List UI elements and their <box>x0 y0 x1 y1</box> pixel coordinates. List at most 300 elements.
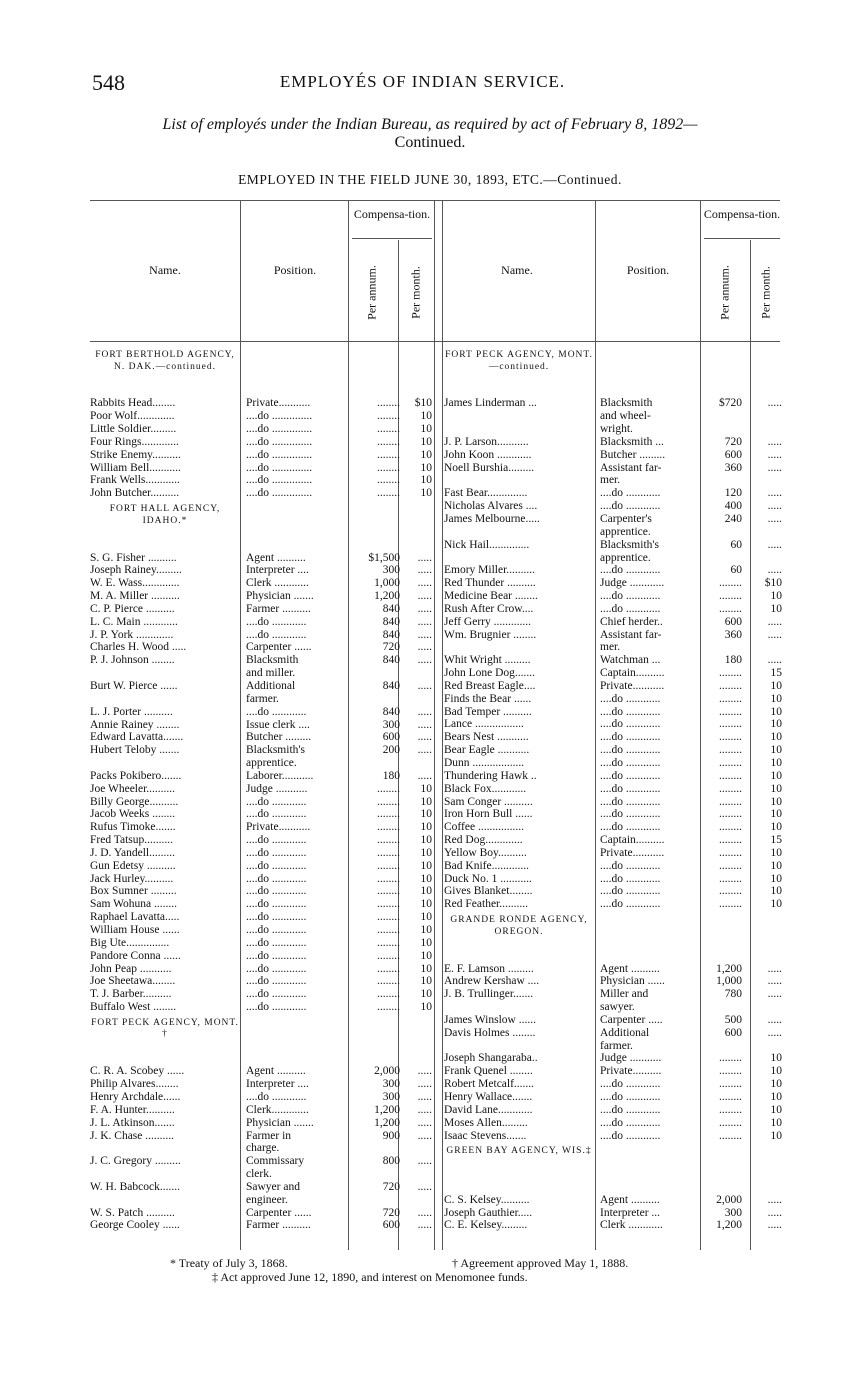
page-number: 548 <box>92 70 125 95</box>
employee-position: ....do ............ <box>600 718 661 731</box>
per-annum-value: 840 <box>382 628 400 641</box>
per-month-value: 10 <box>770 769 782 782</box>
header-per-annum-right: Per annum. <box>717 265 732 320</box>
employee-position: ....do .............. <box>246 448 313 461</box>
table-row <box>90 860 435 873</box>
employee-name: Poor Wolf............. <box>90 410 175 423</box>
per-month-value: 10 <box>420 885 432 898</box>
employee-position: ....do ............ <box>246 872 307 885</box>
employee-position: Commissary <box>246 1155 305 1168</box>
employee-position: Blacksmith <box>246 654 299 667</box>
per-month-value: ..... <box>767 512 782 525</box>
employee-position: Interpreter .... <box>246 564 309 577</box>
employee-position: Farmer .......... <box>246 1219 311 1232</box>
table-row <box>90 1142 435 1155</box>
per-month-value: 10 <box>770 1065 782 1078</box>
section-head: EMPLOYED IN THE FIELD JUNE 30, 1893, ETC.—Continued. <box>238 172 622 187</box>
per-annum-value: ........ <box>719 821 742 834</box>
per-month-value: ..... <box>767 1206 782 1219</box>
employee-position: ....do ............ <box>246 1001 307 1014</box>
employee-name: Gives Blanket........ <box>444 885 533 898</box>
table-row <box>90 1001 435 1014</box>
employee-name: Finds the Bear ...... <box>444 692 532 705</box>
per-annum-value: ........ <box>377 988 400 1001</box>
per-month-value: ..... <box>767 500 782 513</box>
right-column <box>444 346 784 1232</box>
employee-name: Rabbits Head........ <box>90 397 176 410</box>
table-row <box>444 706 784 719</box>
employee-name: Robert Metcalf....... <box>444 1078 535 1091</box>
employee-name: Red Thunder .......... <box>444 577 536 590</box>
employee-name: Joseph Shangaraba.. <box>444 1052 538 1065</box>
per-annum-value: ........ <box>719 1129 742 1142</box>
employee-name: E. F. Lamson ......... <box>444 962 534 975</box>
employee-position: ....do ............ <box>246 705 307 718</box>
per-month-value: ..... <box>417 731 432 744</box>
table-row <box>444 552 784 565</box>
employee-position: farmer. <box>246 692 279 705</box>
per-month-value: 10 <box>770 1116 782 1129</box>
employee-name: Joe Wheeler.......... <box>90 782 176 795</box>
employee-position: Agent .......... <box>600 962 660 975</box>
per-month-value: 10 <box>420 962 432 975</box>
per-annum-value: ........ <box>377 898 400 911</box>
per-month-value: ..... <box>417 1103 432 1116</box>
table-row <box>444 731 784 744</box>
table-row <box>444 462 784 475</box>
per-month-value: 10 <box>770 705 782 718</box>
per-month-value: ..... <box>417 1180 432 1193</box>
employee-name: John Lone Dog....... <box>444 667 536 680</box>
table-row <box>444 1001 784 1014</box>
employee-position: Blacksmith's <box>600 538 659 551</box>
per-month-value: 10 <box>420 487 432 500</box>
table-row <box>90 693 435 706</box>
per-month-value: 10 <box>770 1103 782 1116</box>
table-row <box>90 975 435 988</box>
per-annum-value: ........ <box>719 602 742 615</box>
employee-name: Box Sumner ......... <box>90 885 177 898</box>
employee-name: Bears Nest ........... <box>444 731 529 744</box>
employee-name: Yellow Boy.......... <box>444 846 527 859</box>
per-annum-value: ........ <box>719 718 742 731</box>
per-annum-value: ........ <box>377 885 400 898</box>
per-month-value: ..... <box>767 538 782 551</box>
employee-position: Blacksmith's <box>246 744 305 757</box>
employee-name: Strike Enemy.......... <box>90 448 181 461</box>
employee-position: apprentice. <box>600 551 651 564</box>
per-month-value: ..... <box>417 679 432 692</box>
per-month-value: ..... <box>767 975 782 988</box>
per-month-value: 10 <box>770 757 782 770</box>
employee-name: W. E. Wass............. <box>90 577 180 590</box>
employee-name: Joseph Rainey......... <box>90 564 182 577</box>
per-annum-value: ........ <box>719 769 742 782</box>
table-row <box>90 462 435 475</box>
per-month-value: ..... <box>767 461 782 474</box>
per-month-value: ..... <box>417 1129 432 1142</box>
per-annum-value: ........ <box>719 834 742 847</box>
table-row <box>444 513 784 526</box>
per-annum-value: ........ <box>377 924 400 936</box>
employee-name: T. J. Barber.......... <box>90 988 172 1001</box>
employee-name: Dunn .................. <box>444 757 525 770</box>
employee-position: Additional <box>246 679 296 692</box>
table-row <box>90 616 435 629</box>
employee-position: Private........... <box>246 397 311 410</box>
per-month-value: 10 <box>770 1129 782 1142</box>
employee-position: ....do .............. <box>246 461 313 474</box>
employee-name: Billy George.......... <box>90 795 179 808</box>
employee-position: ....do ............ <box>600 872 661 885</box>
employee-name: Frank Quenel ........ <box>444 1065 533 1078</box>
employee-position: sawyer. <box>600 1001 635 1014</box>
per-month-value: ..... <box>417 564 432 577</box>
per-annum-value: ........ <box>377 859 400 872</box>
employee-name: J. K. Chase .......... <box>90 1129 175 1142</box>
employee-position: ....do ............ <box>600 1129 661 1142</box>
table-row <box>444 629 784 642</box>
header-per-annum-left: Per annum. <box>364 265 379 320</box>
per-month-value: $10 <box>764 577 782 590</box>
table-row <box>444 821 784 834</box>
employee-name: C. R. A. Scobey ...... <box>90 1065 185 1078</box>
per-annum-value: 60 <box>730 564 742 577</box>
header-position-right: Position. <box>626 263 670 277</box>
per-month-value: ..... <box>417 1065 432 1078</box>
per-annum-value: ........ <box>377 949 400 962</box>
employee-name: Nicholas Alvares .... <box>444 500 538 513</box>
employee-name: Packs Pokibero....... <box>90 769 182 782</box>
employee-position: ....do ............ <box>600 821 661 834</box>
employee-name: James Linderman ... <box>444 397 537 410</box>
table-row <box>90 873 435 886</box>
table-row <box>90 757 435 770</box>
per-annum-value: 180 <box>382 769 400 782</box>
employee-position: apprentice. <box>600 525 651 538</box>
employee-position: Agent .......... <box>600 1193 660 1206</box>
table-row <box>90 1194 435 1207</box>
table-row <box>444 885 784 898</box>
per-annum-value: ........ <box>719 679 742 692</box>
per-annum-value: 600 <box>382 731 400 744</box>
employee-name: Big Ute............... <box>90 936 170 949</box>
per-month-value: ..... <box>417 1078 432 1091</box>
employee-position: ....do ............ <box>600 795 661 808</box>
employee-name: Moses Allen......... <box>444 1116 528 1129</box>
employee-position: Judge ........... <box>246 782 308 795</box>
employee-position: Interpreter .... <box>246 1078 309 1091</box>
per-month-value: 10 <box>770 718 782 731</box>
table-row <box>444 1052 784 1065</box>
employee-position: Private.......... <box>600 1065 662 1078</box>
per-annum-value: ........ <box>719 731 742 744</box>
per-month-value: 15 <box>770 667 782 680</box>
employee-position: Farmer .......... <box>246 602 311 615</box>
employee-position: ....do ............ <box>246 846 307 859</box>
per-month-value: ..... <box>767 988 782 1001</box>
per-month-value: ..... <box>767 487 782 500</box>
per-month-value: 10 <box>420 834 432 847</box>
per-annum-value: 240 <box>724 512 742 525</box>
agency-heading: FORT PECK AGENCY, MONT.—continued. <box>445 350 593 372</box>
employee-position: Clerk............. <box>246 1103 309 1116</box>
table-row <box>444 500 784 513</box>
employee-name: Noell Burshia......... <box>444 461 535 474</box>
employee-name: Jacob Weeks ........ <box>90 808 176 821</box>
employee-position: Blacksmith ... <box>600 435 664 448</box>
table-header-rule <box>90 341 780 342</box>
employee-position: ....do ............ <box>246 615 307 628</box>
per-annum-value: ........ <box>719 846 742 859</box>
employee-position: Private........... <box>600 679 665 692</box>
table-row <box>444 873 784 886</box>
per-month-value: ..... <box>417 590 432 603</box>
employee-name: John Koon ............ <box>444 448 532 461</box>
employee-name: Red Breast Eagle.... <box>444 679 536 692</box>
table-row <box>90 410 435 423</box>
table-row <box>444 1065 784 1078</box>
employee-position: Physician ....... <box>246 590 314 603</box>
per-annum-value: ........ <box>719 1103 742 1116</box>
per-annum-value: 600 <box>724 615 742 628</box>
employee-position: ....do .............. <box>246 487 313 500</box>
table-row <box>444 1014 784 1027</box>
per-month-value: ..... <box>767 654 782 667</box>
per-annum-value: ........ <box>377 782 400 795</box>
per-month-value: ..... <box>767 615 782 628</box>
per-annum-value: ........ <box>719 667 742 680</box>
per-annum-value: ........ <box>719 782 742 795</box>
employee-name: Little Soldier......... <box>90 423 177 436</box>
agency-heading: FORT PECK AGENCY, MONT. † <box>91 1017 239 1040</box>
per-month-value: 10 <box>420 988 432 1001</box>
table-row <box>90 744 435 757</box>
header-position-left: Position. <box>273 263 317 277</box>
table-row <box>444 474 784 487</box>
per-month-value: 10 <box>420 474 432 487</box>
employee-position: Agent .......... <box>246 1065 306 1078</box>
table-row <box>444 1091 784 1104</box>
per-annum-value: ........ <box>719 872 742 885</box>
table-row <box>444 680 784 693</box>
per-month-value: 10 <box>420 859 432 872</box>
per-annum-value: ........ <box>377 448 400 461</box>
comp-rule <box>352 238 432 239</box>
per-month-value: ..... <box>767 1219 782 1232</box>
employee-position: Butcher ......... <box>600 448 666 461</box>
employee-position: ....do ............ <box>246 975 307 988</box>
employee-position: ....do ............ <box>246 911 307 924</box>
employee-position: wright. <box>600 423 633 436</box>
employee-position: ....do ............ <box>246 949 307 962</box>
employee-position: ....do ............ <box>600 692 661 705</box>
employee-name: Hubert Teloby ....... <box>90 744 180 757</box>
per-month-value: 10 <box>770 1090 782 1103</box>
table-row <box>90 423 435 436</box>
table-row <box>444 1194 784 1207</box>
table-row <box>90 629 435 642</box>
per-annum-value: ........ <box>719 859 742 872</box>
employee-position: Issue clerk .... <box>246 718 310 731</box>
employee-name: John Butcher.......... <box>90 487 180 500</box>
employee-name: Rush After Crow.... <box>444 602 534 615</box>
per-annum-value: ........ <box>377 962 400 975</box>
per-annum-value: 300 <box>382 1078 400 1091</box>
employee-position: Physician ....... <box>246 1116 314 1129</box>
per-annum-value: ........ <box>377 487 400 500</box>
employee-name: J. D. Yandell......... <box>90 846 175 859</box>
table-row <box>444 1027 784 1040</box>
table-row <box>444 770 784 783</box>
employee-position: ....do ............ <box>246 885 307 898</box>
employee-name: David Lane............ <box>444 1103 533 1116</box>
per-annum-value: ........ <box>719 898 742 911</box>
per-month-value: 10 <box>770 731 782 744</box>
table-row <box>444 1078 784 1091</box>
per-month-value: 10 <box>420 435 432 448</box>
employee-position: Agent .......... <box>246 551 306 564</box>
employee-position: ....do ............ <box>600 898 661 911</box>
table-row <box>90 1130 435 1143</box>
per-annum-value: ........ <box>377 821 400 834</box>
per-annum-value: 360 <box>724 461 742 474</box>
employee-position: Watchman ... <box>600 654 661 667</box>
table-row <box>90 1104 435 1117</box>
employee-position: ....do ............ <box>600 1078 661 1091</box>
table-row <box>90 706 435 719</box>
table-row <box>444 1117 784 1130</box>
per-month-value: ..... <box>417 1155 432 1168</box>
header-per-month-left: Per month. <box>408 266 423 319</box>
employee-name: J. C. Gregory ......... <box>90 1155 181 1168</box>
employee-position: ....do ............ <box>600 731 661 744</box>
employee-position: Assistant far- <box>600 461 662 474</box>
per-annum-value: 200 <box>382 744 400 757</box>
per-annum-value: 180 <box>724 654 742 667</box>
per-annum-value: ........ <box>377 1001 400 1014</box>
table-row <box>444 898 784 911</box>
per-month-value: ..... <box>417 602 432 615</box>
employee-name: Coffee ................ <box>444 821 524 834</box>
per-month-value: ..... <box>417 615 432 628</box>
per-month-value: ..... <box>417 1219 432 1232</box>
employee-name: Emory Miller.......... <box>444 564 536 577</box>
employee-name: Four Rings............. <box>90 435 179 448</box>
table-row <box>444 808 784 821</box>
per-month-value: ..... <box>417 744 432 757</box>
per-annum-value: ........ <box>719 1065 742 1078</box>
table-row <box>90 770 435 783</box>
table-row <box>90 821 435 834</box>
table-row <box>444 796 784 809</box>
table-row <box>90 847 435 860</box>
per-annum-value: 1,200 <box>374 1103 400 1116</box>
table-row <box>90 731 435 744</box>
per-month-value: 10 <box>420 846 432 859</box>
employee-position: ....do .............. <box>246 410 313 423</box>
table-row <box>90 1207 435 1220</box>
employee-position: ....do ............ <box>600 705 661 718</box>
employee-position: Captain.......... <box>600 667 665 680</box>
footnote-act: ‡ Act approved June 12, 1890, and interest on Menomonee funds. <box>212 1270 528 1284</box>
employee-position: ....do ............ <box>600 1103 661 1116</box>
employee-position: ....do ............ <box>246 936 307 949</box>
employee-position: ....do .............. <box>246 435 313 448</box>
table-row <box>90 1091 435 1104</box>
employee-name: J. P. York ............. <box>90 628 174 641</box>
employee-position: Interpreter ... <box>600 1206 661 1219</box>
employee-name: Joe Sheetawa........ <box>90 975 176 988</box>
table-row <box>90 1117 435 1130</box>
per-annum-value: ........ <box>719 692 742 705</box>
per-annum-value: ........ <box>719 757 742 770</box>
table-row <box>444 963 784 976</box>
employee-name: Iron Horn Bull ...... <box>444 808 533 821</box>
table-row <box>444 1219 784 1232</box>
per-annum-value: 300 <box>724 1206 742 1219</box>
table-row <box>90 436 435 449</box>
per-annum-value: 300 <box>382 718 400 731</box>
employee-name: Black Fox............ <box>444 782 527 795</box>
per-annum-value: 300 <box>382 1090 400 1103</box>
per-annum-value: $720 <box>719 397 742 410</box>
table-row <box>444 436 784 449</box>
per-month-value: ..... <box>417 641 432 654</box>
employee-position: farmer. <box>600 1039 633 1052</box>
per-month-value: ..... <box>417 577 432 590</box>
employee-name: Gun Edetsy .......... <box>90 859 176 872</box>
employee-position: Private........... <box>246 821 311 834</box>
per-annum-value: 720 <box>382 641 400 654</box>
per-annum-value: 600 <box>382 1219 400 1232</box>
table-row <box>444 616 784 629</box>
employee-position: Carpenter's <box>600 512 652 525</box>
employee-name: C. E. Kelsey......... <box>444 1219 528 1232</box>
employee-position: ....do ............ <box>246 795 307 808</box>
employee-position: charge. <box>246 1142 280 1155</box>
per-annum-value: 840 <box>382 705 400 718</box>
list-title: List of employés under the Indian Bureau, as required by act of February 8, 1892— <box>162 116 698 133</box>
employee-position: Carpenter ..... <box>600 1013 663 1026</box>
per-month-value: 10 <box>420 821 432 834</box>
employee-name: James Melbourne..... <box>444 512 540 525</box>
table-row <box>444 1040 784 1053</box>
left-column <box>90 346 435 1232</box>
table-row <box>90 719 435 732</box>
per-annum-value: ........ <box>377 474 400 487</box>
table-row <box>444 834 784 847</box>
header-compensation-right: Compensa-tion. <box>703 207 781 221</box>
table-row <box>444 1130 784 1143</box>
employee-name: Whit Wright ......... <box>444 654 531 667</box>
per-month-value: 10 <box>770 898 782 911</box>
per-month-value: 10 <box>420 898 432 911</box>
employee-name: J. L. Atkinson....... <box>90 1116 175 1129</box>
employee-name: Fast Bear.............. <box>444 487 528 500</box>
per-annum-value: 500 <box>724 1013 742 1026</box>
per-annum-value: 2,000 <box>716 1193 742 1206</box>
per-month-value: 10 <box>770 602 782 615</box>
employee-name: Fred Tatsup.......... <box>90 834 173 847</box>
per-month-value: 10 <box>420 936 432 949</box>
employee-position: Carpenter ...... <box>246 1206 312 1219</box>
employee-name: Raphael Lavatta..... <box>90 911 180 924</box>
per-annum-value: 840 <box>382 654 400 667</box>
per-annum-value: 840 <box>382 602 400 615</box>
employee-position: ....do ............ <box>246 628 307 641</box>
per-annum-value: ........ <box>377 872 400 885</box>
